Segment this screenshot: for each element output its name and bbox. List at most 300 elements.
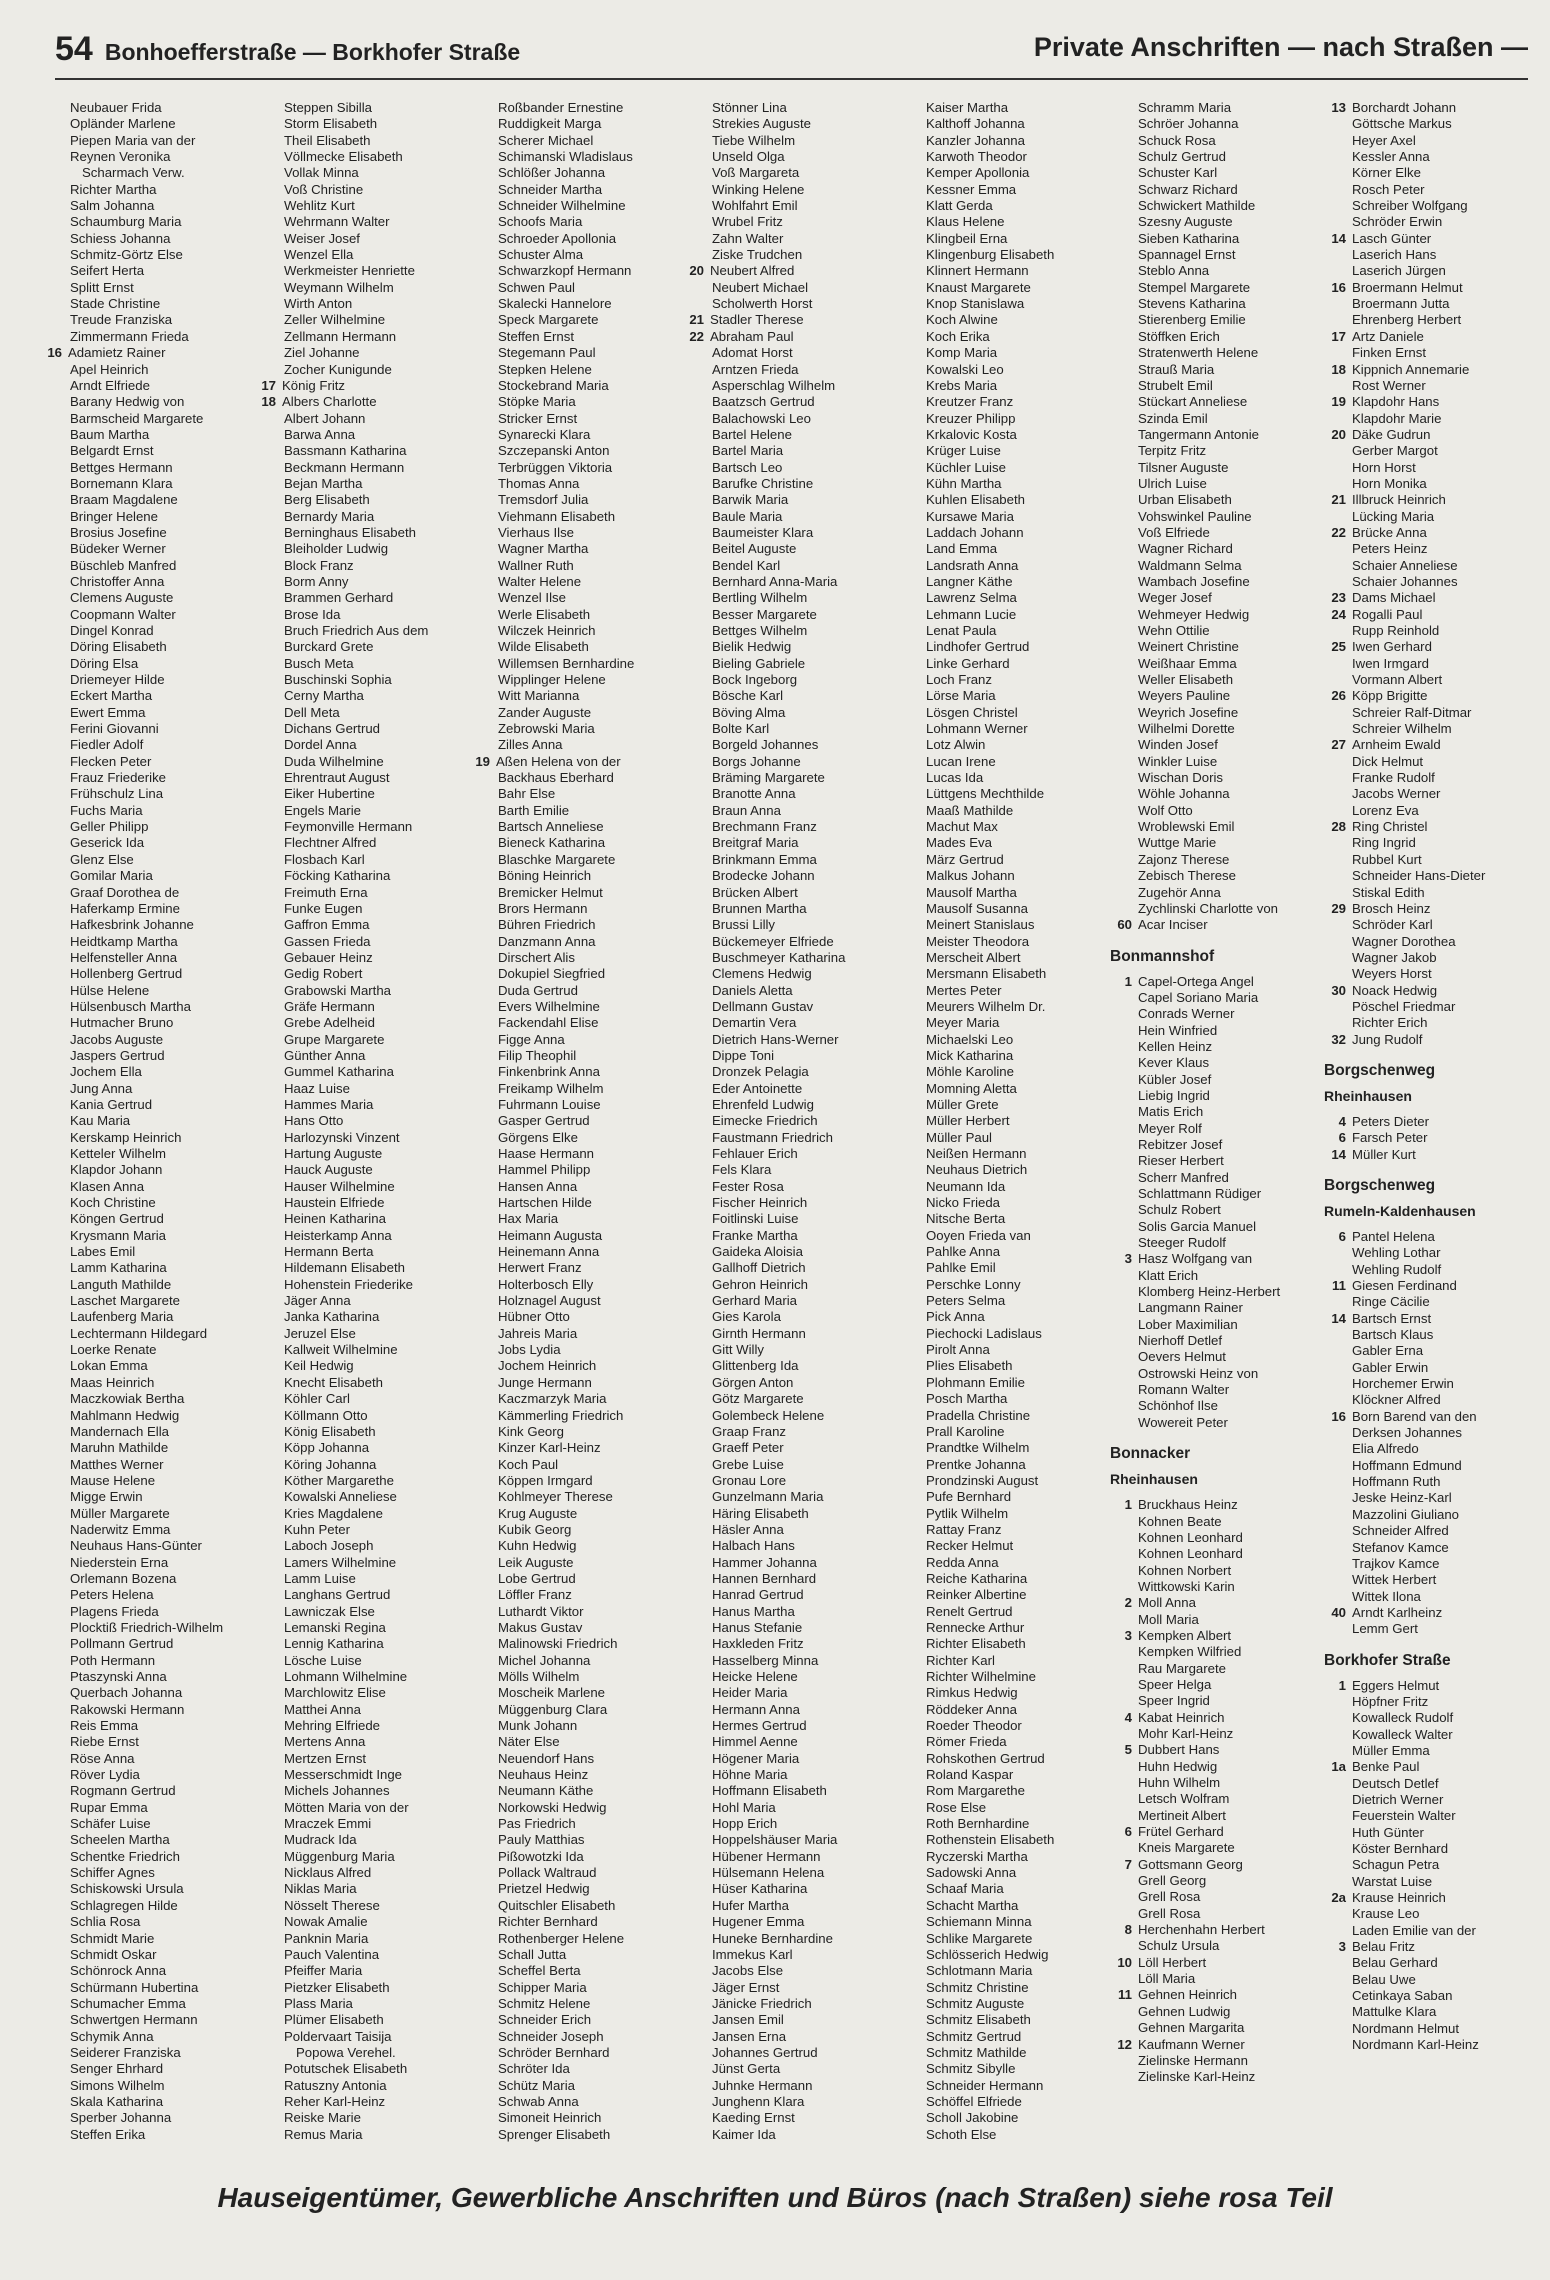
resident-entry: Albert Johann	[284, 410, 366, 426]
resident-entry: Lemm Gert	[1352, 1621, 1418, 1637]
resident-entry: Mause Helene	[70, 1472, 156, 1488]
resident-entry: Kemper Apollonia	[926, 165, 1030, 181]
resident-entry: Müller Paul	[926, 1129, 992, 1145]
resident-entry: Clemens Hedwig	[712, 966, 812, 982]
house-number: 24	[1331, 606, 1346, 622]
resident-entry: Hauser Wilhelmine	[284, 1178, 395, 1194]
resident-entry: Pradella Christine	[926, 1407, 1031, 1423]
resident-entry: Meyer Maria	[926, 1015, 1000, 1031]
resident-entry: Hülsemann Helena	[712, 1865, 825, 1881]
resident-entry: Finkenbrink Anna	[498, 1064, 600, 1080]
resident-name: Stadler Therese	[710, 312, 804, 328]
resident-entry: Barwa Anna	[284, 426, 356, 442]
resident-entry: Mahlmann Hedwig	[70, 1407, 180, 1423]
resident-entry: Szesny Auguste	[1138, 214, 1233, 230]
resident-entry: Jansen Emil	[712, 2012, 784, 2028]
resident-entry: Belau Uwe	[1352, 1971, 1416, 1987]
resident-entry: Bartsch Anneliese	[498, 819, 604, 835]
resident-entry: Wehling Lothar	[1352, 1245, 1441, 1261]
resident-entry: Koch Alwine	[926, 312, 998, 328]
resident-entry: Winden Josef	[1138, 737, 1218, 753]
resident-entry: Gaffron Emma	[284, 917, 370, 933]
resident-entry: Pytlik Wilhelm	[926, 1505, 1009, 1521]
resident-entry: Schönhof Ilse	[1138, 1398, 1218, 1414]
resident-entry: Bühren Friedrich	[498, 917, 596, 933]
resident-entry: Wittek Ilona	[1352, 1588, 1421, 1604]
resident-entry: Rothenberger Helene	[498, 1930, 625, 1946]
resident-name: Bruckhaus Heinz	[1138, 1497, 1238, 1513]
resident-entry: Schneider Wilhelmine	[498, 198, 626, 214]
resident-name: Jung Rudolf	[1352, 1031, 1423, 1047]
resident-entry: Brücken Albert	[712, 884, 798, 900]
resident-entry: Schlotmann Maria	[926, 1963, 1033, 1979]
column-3	[468, 100, 682, 2170]
resident-entry: Hüser Katharina	[712, 1881, 808, 1897]
resident-entry: Neuhaus Heinz	[498, 1767, 589, 1783]
resident-entry: Steppen Sibilla	[284, 100, 372, 115]
resident-entry: Wolf Otto	[1138, 802, 1193, 818]
resident-entry: Dippe Toni	[712, 1047, 775, 1063]
resident-entry: Wischan Doris	[1138, 770, 1224, 786]
resident-entry: Koch Paul	[498, 1456, 559, 1472]
resident-entry: Rogmann Gertrud	[70, 1783, 176, 1799]
resident-entry: Wuttge Marie	[1138, 835, 1217, 851]
resident-entry: Hopp Erich	[712, 1816, 778, 1832]
resident-entry: Schneider Alfred	[1352, 1523, 1449, 1539]
resident-entry: Reinker Albertine	[926, 1587, 1027, 1603]
resident-entry: Reher Karl-Heinz	[284, 2093, 386, 2109]
page-number: 54	[55, 30, 93, 68]
resident-entry: Nierhoff Detlef	[1138, 1333, 1223, 1349]
resident-entry: Christoffer Anna	[70, 573, 165, 589]
resident-entry: Schipper Maria	[498, 1979, 587, 1995]
resident-entry	[1110, 1742, 1324, 1758]
resident-entry: Kessner Emma	[926, 181, 1017, 197]
resident-entry: Stückart Anneliese	[1138, 394, 1248, 410]
resident-entry: Hoffmann Edmund	[1352, 1457, 1462, 1473]
resident-entry: Schreier Ralf-Ditmar	[1352, 704, 1472, 720]
resident-entry: Mraczek Emmi	[284, 1816, 372, 1832]
resident-entry: Jeruzel Else	[284, 1325, 356, 1341]
resident-entry	[1110, 917, 1324, 933]
house-number: 32	[1331, 1031, 1346, 1047]
resident-entry: Schmidt Oskar	[70, 1946, 157, 1962]
resident-entry: Dingel Konrad	[70, 623, 154, 638]
resident-entry: Maczkowiak Bertha	[70, 1391, 185, 1407]
resident-entry: Stade Christine	[70, 296, 161, 312]
resident-entry: Loch Franz	[926, 672, 992, 688]
resident-entry	[1324, 688, 1538, 704]
resident-entry: Braun Anna	[712, 802, 781, 818]
resident-entry: Bahr Else	[498, 786, 556, 802]
resident-entry: Bielik Hedwig	[712, 639, 792, 655]
resident-entry: Lindhofer Gertrud	[926, 639, 1030, 655]
resident-entry: Klinnert Hermann	[926, 263, 1029, 279]
resident-entry: Köster Bernhard	[1352, 1841, 1449, 1856]
resident-entry: Halbach Hans	[712, 1538, 795, 1554]
resident-entry: Blaschke Margarete	[498, 851, 616, 867]
resident-entry: Speck Margarete	[498, 312, 599, 328]
column-1	[40, 100, 254, 2170]
resident-entry: Lenat Paula	[926, 623, 997, 638]
house-number: 14	[1331, 1310, 1346, 1326]
resident-entry: Brors Hermann	[498, 900, 588, 916]
resident-entry	[1324, 639, 1538, 655]
resident-entry: Stricker Ernst	[498, 410, 578, 426]
resident-entry	[1110, 1857, 1324, 1873]
resident-entry: Brussi Lilly	[712, 917, 776, 933]
resident-entry: Kowalski Anneliese	[284, 1489, 397, 1505]
resident-entry: Dichans Gertrud	[284, 721, 381, 737]
resident-name: Peters Dieter	[1352, 1113, 1429, 1129]
resident-entry: Rebitzer Josef	[1138, 1136, 1223, 1152]
resident-entry: Hoffmann Elisabeth	[712, 1783, 827, 1799]
resident-entry: Schuster Karl	[1138, 165, 1218, 181]
house-number: 14	[1331, 1146, 1346, 1162]
resident-entry: Gehron Heinrich	[712, 1276, 809, 1292]
resident-entry: Gräfe Hermann	[284, 998, 375, 1014]
resident-entry: Knaust Margarete	[926, 279, 1031, 295]
resident-entry: Krause Leo	[1352, 1906, 1420, 1922]
resident-entry: Thomas Anna	[498, 475, 580, 491]
resident-entry: Ostrowski Heinz von	[1138, 1365, 1259, 1381]
resident-entry	[1110, 1824, 1324, 1840]
resident-entry: Baule Maria	[712, 508, 783, 524]
resident-entry: Wehmeyer Hedwig	[1138, 606, 1250, 622]
resident-entry: Asperschlag Wilhelm	[712, 377, 836, 393]
resident-entry	[682, 263, 896, 279]
resident-entry: Kaeding Ernst	[712, 2110, 795, 2126]
resident-entry: Schwarzkopf Hermann	[498, 263, 632, 279]
resident-entry: Kneis Margarete	[1138, 1840, 1235, 1856]
resident-entry: Fischer Heinrich	[712, 1195, 808, 1211]
street-heading: Borgschenweg	[1324, 1061, 1436, 1079]
resident-entry	[1324, 819, 1538, 835]
resident-entry: Bernardy Maria	[284, 508, 375, 524]
resident-entry	[1324, 394, 1538, 410]
resident-entry	[1324, 231, 1538, 247]
resident-entry: Helfensteller Anna	[70, 949, 178, 965]
resident-entry: Hohenstein Friederike	[284, 1276, 414, 1292]
resident-entry: Kursawe Maria	[926, 508, 1014, 524]
resident-entry: Schmitz Christine	[926, 1979, 1029, 1995]
resident-entry: Nordmann Karl-Heinz	[1352, 2037, 1479, 2053]
resident-entry: Haustein Elfriede	[284, 1195, 385, 1211]
house-number: 10	[1117, 1954, 1132, 1970]
resident-entry: Wrubel Fritz	[712, 214, 783, 230]
resident-entry	[1324, 525, 1538, 541]
resident-entry: Schlia Rosa	[70, 1914, 141, 1930]
resident-entry: Brodecke Johann	[712, 868, 815, 884]
resident-entry: Bolte Karl	[712, 721, 770, 737]
resident-entry: Häring Elisabeth	[712, 1505, 809, 1521]
resident-entry: Reynen Veronika	[70, 149, 171, 165]
resident-entry: Böning Heinrich	[498, 868, 592, 884]
resident-entry: Köther Margarethe	[284, 1472, 394, 1488]
resident-entry: Gassen Frieda	[284, 933, 371, 949]
resident-name: Kaufmann Werner	[1138, 2036, 1245, 2052]
resident-entry: Klapdohr Marie	[1352, 410, 1442, 426]
resident-entry: Faustmann Friedrich	[712, 1129, 833, 1145]
resident-entry: Theil Elisabeth	[284, 132, 371, 148]
column-2	[254, 100, 468, 2170]
resident-entry: Schneider Hans-Dieter	[1352, 868, 1486, 884]
column-5	[896, 100, 1110, 2170]
resident-entry: Kerskamp Heinrich	[70, 1129, 182, 1145]
resident-entry: Steblo Anna	[1138, 263, 1210, 279]
resident-entry	[1324, 362, 1538, 378]
resident-entry: Wagner Jakob	[1352, 949, 1437, 965]
resident-entry: Neumann Ida	[926, 1178, 1006, 1194]
resident-entry	[1110, 1922, 1324, 1938]
house-number: 21	[689, 312, 704, 328]
resident-entry: Wagner Martha	[498, 541, 589, 557]
resident-entry: Bartsch Klaus	[1352, 1327, 1434, 1343]
resident-entry: Grell Georg	[1138, 1873, 1207, 1889]
house-number: 5	[1124, 1742, 1132, 1758]
resident-entry: Steffen Erika	[70, 2126, 146, 2142]
resident-entry: Röver Lydia	[70, 1767, 140, 1783]
resident-entry: Brose Ida	[284, 606, 341, 622]
resident-name: Rogalli Paul	[1352, 606, 1423, 622]
resident-entry: Maaß Mathilde	[926, 802, 1014, 818]
resident-entry: Rimkus Hedwig	[926, 1685, 1018, 1701]
resident-entry: Stepken Helene	[498, 361, 592, 377]
resident-entry	[254, 378, 468, 394]
resident-entry: Peters Selma	[926, 1293, 1006, 1309]
resident-entry: Hugener Emma	[712, 1914, 805, 1930]
resident-entry: Hannen Bernhard	[712, 1570, 817, 1586]
resident-entry: Voß Margareta	[712, 165, 800, 181]
resident-entry: Flechtner Alfred	[284, 835, 377, 851]
resident-entry: Rose Else	[926, 1799, 987, 1815]
resident-entry: Jänicke Friedrich	[712, 1995, 812, 2011]
resident-entry: Grell Rosa	[1138, 1889, 1201, 1905]
resident-entry: Brosius Josefine	[70, 524, 167, 540]
resident-entry: Hartung Auguste	[284, 1146, 383, 1161]
resident-entry: Schwertgen Hermann	[70, 2012, 198, 2028]
resident-entry: Kreuzer Philipp	[926, 410, 1016, 426]
resident-entry: Liebig Ingrid	[1138, 1087, 1210, 1103]
resident-entry: Schreier Wilhelm	[1352, 721, 1452, 737]
resident-entry: Ferini Giovanni	[70, 721, 159, 737]
resident-entry: Nitsche Berta	[926, 1211, 1006, 1227]
resident-entry: Pick Anna	[926, 1309, 985, 1325]
house-number: 11	[1118, 1987, 1132, 2003]
resident-entry: Schaaf Maria	[926, 1881, 1004, 1897]
resident-entry: Döring Elisabeth	[70, 639, 167, 655]
resident-name: Bartsch Ernst	[1352, 1310, 1432, 1326]
resident-entry: Föcking Katharina	[284, 868, 391, 884]
resident-entry: Wilhelmi Dorette	[1138, 721, 1235, 737]
resident-entry: Schuster Alma	[498, 247, 584, 263]
resident-entry: Löll Maria	[1138, 1971, 1196, 1987]
resident-entry: Körner Elke	[1352, 165, 1421, 181]
resident-entry: Heisterkamp Anna	[284, 1227, 392, 1243]
resident-entry: Heicke Helene	[712, 1669, 798, 1684]
resident-entry: Filip Theophil	[498, 1047, 577, 1063]
resident-entry: Stöpke Maria	[498, 394, 576, 410]
resident-entry: Prietzel Hedwig	[498, 1881, 590, 1897]
resident-entry	[1324, 1130, 1538, 1146]
resident-entry: Schentke Friedrich	[70, 1848, 180, 1864]
resident-entry: Schröter Ida	[498, 2061, 570, 2077]
resident-entry: Sieben Katharina	[1138, 230, 1240, 246]
resident-entry: Mertes Peter	[926, 982, 1002, 998]
resident-entry: Barufke Christine	[712, 475, 814, 491]
resident-entry: Prentke Johanna	[926, 1456, 1026, 1472]
resident-entry: Franke Martha	[712, 1227, 798, 1243]
resident-entry: Schiess Johanna	[70, 230, 171, 246]
resident-entry: Marchlowitz Elise	[284, 1685, 386, 1701]
resident-entry: Tilsner Auguste	[1138, 459, 1229, 475]
resident-name: Gehnen Heinrich	[1138, 1987, 1237, 2003]
resident-name: Artz Daniele	[1352, 328, 1424, 344]
resident-entry: Werle Elisabeth	[498, 606, 591, 622]
resident-entry: Heinen Katharina	[284, 1211, 386, 1227]
resident-entry: Knop Stanislawa	[926, 296, 1025, 312]
resident-entry: Berg Elisabeth	[284, 492, 370, 508]
resident-entry: Römer Frieda	[926, 1734, 1007, 1750]
resident-entry: Schmitz Auguste	[926, 1995, 1025, 2011]
resident-entry: Dietrich Werner	[1352, 1791, 1444, 1807]
resident-name: Klapdohr Hans	[1352, 394, 1440, 410]
resident-entry: Wittek Herbert	[1352, 1572, 1437, 1588]
resident-entry: Ptaszynski Anna	[70, 1669, 167, 1684]
resident-entry: Engels Marie	[284, 802, 361, 818]
resident-entry: Moscheik Marlene	[498, 1685, 606, 1701]
resident-entry: Eckert Martha	[70, 688, 153, 704]
resident-entry: Krysmann Maria	[70, 1227, 167, 1243]
resident-entry: Kempken Wilfried	[1138, 1644, 1242, 1660]
resident-entry: Köllmann Otto	[284, 1407, 368, 1423]
resident-name: Capel-Ortega Angel	[1138, 973, 1254, 989]
resident-entry: Ziel Johanne	[284, 345, 360, 361]
resident-entry: Kania Gertrud	[70, 1096, 153, 1112]
resident-entry	[1110, 1497, 1324, 1513]
resident-entry: Häsler Anna	[712, 1521, 784, 1537]
resident-entry: Fester Rosa	[712, 1178, 784, 1194]
resident-entry: Dietrich Hans-Werner	[712, 1031, 839, 1047]
resident-entry: Zellmann Hermann	[284, 328, 397, 344]
resident-entry: Bertling Wilhelm	[712, 590, 808, 606]
resident-entry: Franke Rudolf	[1352, 770, 1435, 786]
house-number: 3	[1124, 1251, 1132, 1267]
resident-entry: Graap Franz	[712, 1423, 787, 1439]
house-number: 3	[1124, 1627, 1132, 1643]
resident-entry: Nicklaus Alfred	[284, 1865, 372, 1881]
resident-entry: Zielinske Hermann	[1138, 2052, 1248, 2068]
resident-entry: König Elisabeth	[284, 1423, 376, 1439]
resident-entry: Dordel Anna	[284, 737, 357, 753]
resident-entry	[1324, 1311, 1538, 1327]
resident-entry: Laddach Johann	[926, 524, 1024, 540]
resident-entry: Finken Ernst	[1352, 345, 1427, 361]
resident-entry: Mandernach Ella	[70, 1423, 169, 1439]
resident-entry: Vohswinkel Pauline	[1138, 508, 1252, 524]
resident-entry	[40, 345, 254, 361]
resident-entry: Iwen Irmgard	[1352, 655, 1429, 671]
resident-entry: Schaier Johannes	[1352, 573, 1458, 589]
resident-entry: Mudrack Ida	[284, 1832, 357, 1848]
resident-entry: Lucan Irene	[926, 753, 996, 769]
resident-entry: Lennig Katharina	[284, 1636, 384, 1652]
resident-entry: Zander Auguste	[498, 704, 592, 720]
resident-entry: Ketteler Wilhelm	[70, 1146, 167, 1161]
resident-entry	[1110, 1628, 1324, 1644]
column-6	[1110, 100, 1324, 2170]
resident-entry: Borgeld Johannes	[712, 737, 819, 753]
resident-name: Dubbert Hans	[1138, 1742, 1220, 1758]
resident-entry: Dell Meta	[284, 704, 340, 720]
resident-entry	[1324, 1678, 1538, 1694]
resident-entry: Arndt Elfriede	[70, 377, 150, 393]
resident-entry: Stratenwerth Helene	[1138, 345, 1259, 361]
resident-entry: Fackendahl Elise	[498, 1015, 599, 1031]
resident-entry: Herwert Franz	[498, 1260, 582, 1276]
resident-name: Arndt Karlheinz	[1352, 1604, 1443, 1620]
resident-entry: Plohmann Emilie	[926, 1374, 1025, 1390]
resident-name: Kempken Albert	[1138, 1627, 1232, 1643]
resident-entry: Haferkamp Ermine	[70, 900, 180, 916]
resident-entry: Opländer Marlene	[70, 116, 176, 132]
resident-entry: Schlike Margarete	[926, 1930, 1033, 1946]
resident-entry: Pauch Valentina	[284, 1946, 380, 1962]
resident-entry: Wittkowski Karin	[1138, 1578, 1235, 1594]
resident-entry: Jäger Anna	[284, 1293, 351, 1309]
resident-entry: Weyers Horst	[1352, 966, 1432, 982]
resident-entry: Bremicker Helmut	[498, 884, 603, 900]
resident-entry: Günther Anna	[284, 1047, 366, 1063]
resident-entry: Fels Klara	[712, 1162, 772, 1178]
column-4	[682, 100, 896, 2170]
resident-entry: Frauz Friederike	[70, 770, 167, 786]
resident-entry: Holznagel August	[498, 1293, 601, 1309]
resident-entry: Posch Martha	[926, 1391, 1008, 1407]
resident-entry: Winkler Luise	[1138, 753, 1218, 769]
resident-entry: Junghenn Klara	[712, 2093, 805, 2109]
resident-entry: Gies Karola	[712, 1309, 781, 1325]
resident-entry: Neuhaus Hans-Günter	[70, 1538, 202, 1554]
resident-entry: Büschleb Manfred	[70, 557, 177, 573]
resident-entry: Gaideka Aloisia	[712, 1244, 803, 1260]
resident-entry: Knecht Elisabeth	[284, 1374, 383, 1390]
resident-entry: Laufenberg Maria	[70, 1309, 174, 1325]
resident-entry: März Gertrud	[926, 851, 1004, 867]
resident-entry: Stönner Lina	[712, 100, 787, 115]
resident-entry: Bettges Wilhelm	[712, 623, 808, 638]
resident-entry	[1324, 329, 1538, 345]
house-number: 18	[261, 394, 276, 410]
resident-entry: Danzmann Anna	[498, 933, 596, 949]
resident-entry: Hein Winfried	[1138, 1022, 1218, 1038]
street-range-title: Bonhoefferstraße — Borkhofer Straße	[104, 39, 521, 65]
resident-entry: Bringer Helene	[70, 508, 158, 524]
resident-entry	[1324, 1114, 1538, 1130]
resident-entry: Dronzek Pelagia	[712, 1064, 809, 1080]
resident-entry: Schreiber Wolfgang	[1352, 198, 1468, 214]
resident-entry: Schiffer Agnes	[70, 1865, 155, 1881]
resident-entry: Makus Gustav	[498, 1619, 583, 1635]
resident-entry: Höpfner Fritz	[1352, 1693, 1429, 1709]
resident-entry: Pöschel Friedmar	[1352, 998, 1456, 1014]
house-number: 1	[1338, 1677, 1346, 1693]
resident-entry: Klatt Gerda	[926, 198, 993, 214]
resident-entry: Schaier Anneliese	[1352, 557, 1458, 573]
resident-entry: Schiskowski Ursula	[70, 1881, 184, 1897]
resident-entry: Schlattmann Rüdiger	[1138, 1186, 1262, 1201]
resident-entry: Gomilar Maria	[70, 868, 153, 884]
